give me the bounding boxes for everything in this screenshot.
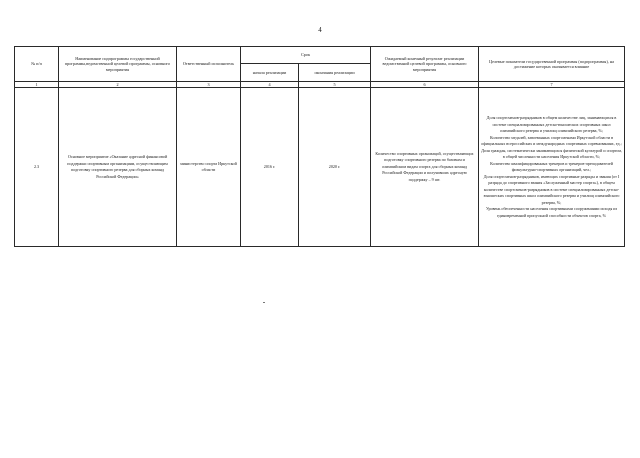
page-number: 4 — [318, 26, 322, 34]
column-number: 6 — [371, 82, 479, 88]
header-target-indicators: Целевые показатели государственной программы (подпрограммы), на достижение которых оказывается влияние — [479, 47, 625, 82]
indicator-item: Доля спортсменов-разрядников в общем количестве лиц, занимающихся в системе специализированных детско-юношеских спортивных школ олимпийского резерва и училищ олимпийского резерва, %; — [486, 115, 617, 133]
row-number: 2.3 — [15, 88, 59, 247]
header-term: Срок — [241, 47, 371, 64]
row-expected-result: Количество спортивных организаций, осуществляющих подготовку спортивного резерва по базовым и олимпийским видам спорта для сборных команд Российской Федерации и получивших адресную поддержку – 9 шт. — [371, 88, 479, 247]
row-start: 2016 г. — [241, 88, 299, 247]
header-number: № п/п — [15, 47, 59, 82]
header-expected-result: Ожидаемый конечный результат реализации ведомственной целевой программы, основного мероприятия — [371, 47, 479, 82]
column-number: 1 — [15, 82, 59, 88]
column-number: 4 — [241, 82, 299, 88]
indicator-item: Количество квалифицированных тренеров и тренеров-преподавателей физкультурно-спортивных организаций, чел.; — [490, 160, 613, 172]
header-start: начала реализации — [241, 64, 299, 82]
indicator-item: Уровень обеспеченности населения спортивными сооружениями исходя из единовременной пропускной способности объектов спорта, % — [485, 206, 618, 218]
column-number: 2 — [59, 82, 177, 88]
row-end: 2020 г. — [299, 88, 371, 247]
indicator-item: Доля спортсменов-разрядников, имеющих спортивные разряды и звания (от I разряда до спортивного звания «Заслуженный мастер спорта»), в общем количестве спортсменов-разрядников в системе специализированных детско-юношеских спортивных школ олимпийского резерва и училищ олимпийского резерва, %; — [483, 173, 620, 205]
row-program-name: Основное мероприятие «Оказание адресной финансовой поддержки спортивным организациям, осуществляющим подготовку спортивного резерва для сборных команд Российской Федерации» — [59, 88, 177, 247]
scan-mark — [263, 302, 265, 303]
indicator-item: Количество медалей, завоеванных спортсменами Иркутской области в официальных всероссийских и международных спортивных соревнованиях, ед.; — [481, 134, 622, 146]
row-target-indicators — [479, 88, 625, 247]
row-executor: министерство спорта Иркутской области — [177, 88, 241, 247]
indicator-item: Доля граждан, систематически занимающихся физической культурой и спортом, в общей численности населения Иркутской области, %; — [481, 147, 622, 159]
header-end: окончания реализации — [299, 64, 371, 82]
header-executor: Ответственный исполнитель — [177, 47, 241, 82]
header-row — [15, 47, 625, 64]
column-number: 5 — [299, 82, 371, 88]
program-table — [14, 46, 625, 247]
column-number: 3 — [177, 82, 241, 88]
header-program-name: Наименование подпрограммы государственной программы,ведомственной целевой программы, основного мероприятия — [59, 47, 177, 82]
table-row — [15, 88, 625, 247]
column-number: 7 — [479, 82, 625, 88]
